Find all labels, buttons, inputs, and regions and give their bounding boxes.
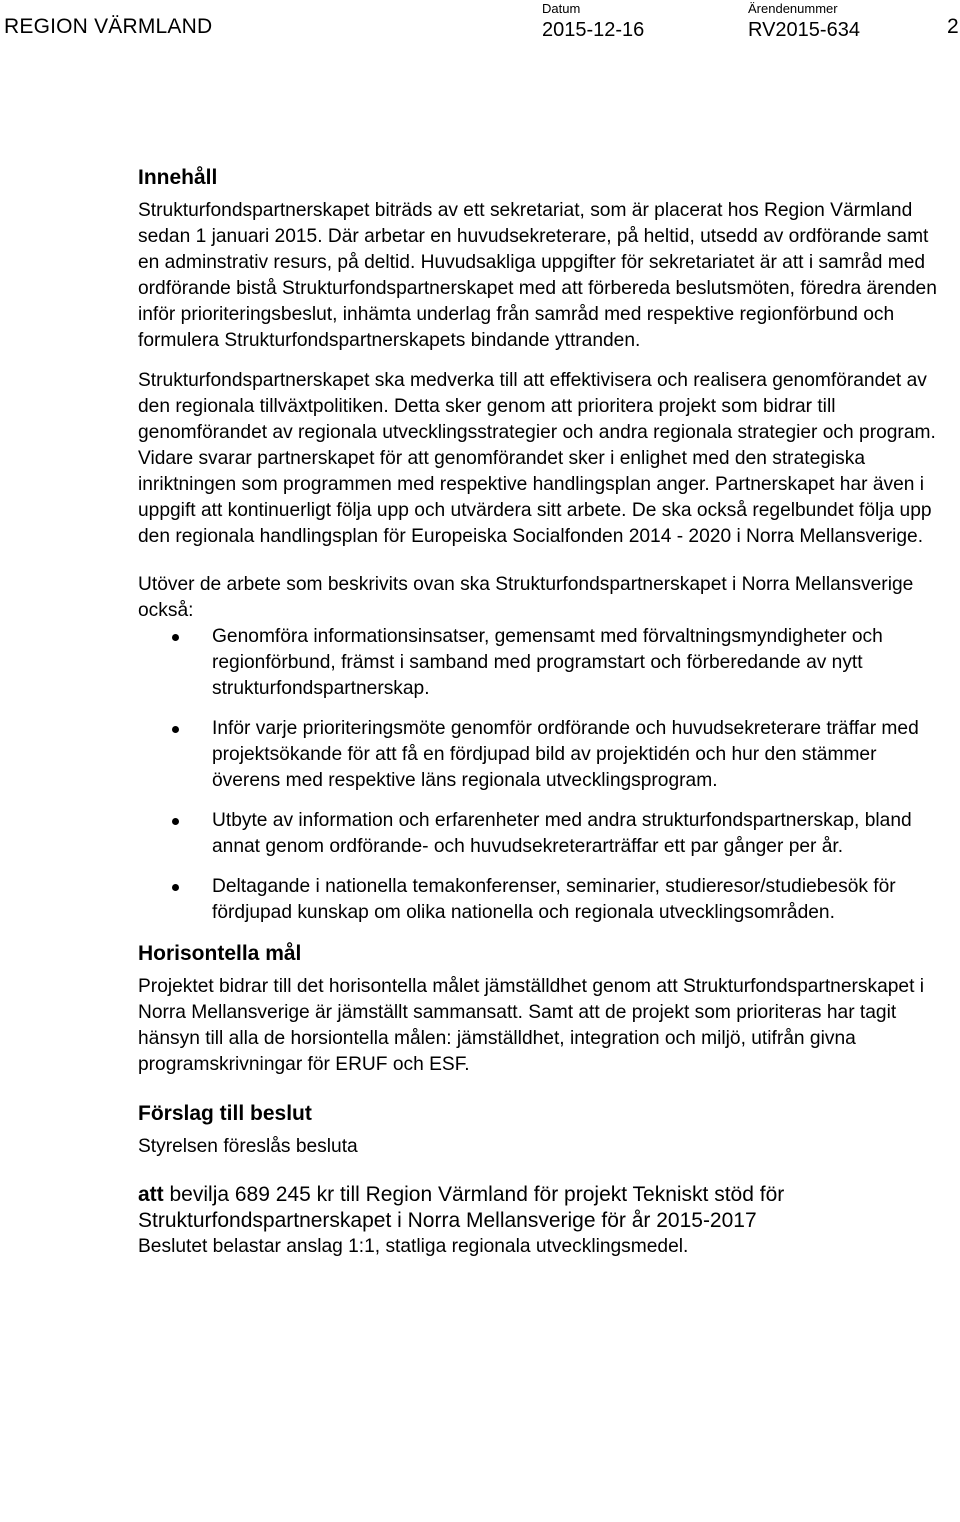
bullet-icon [172, 726, 179, 733]
date-label: Datum [542, 1, 581, 16]
page-number: 2 [947, 15, 959, 38]
document-body [138, 164, 938, 1260]
content-paragraph-2: Strukturfondspartnerskapet ska medverka till att effektivisera och realisera genomförandet av den regionala tillväxtpolitiken. Detta sker genom att prioritera projekt som bidrar till genomförandet av regionala utvecklingsstrategier och andra regionala strategier och program. Vidare svarar partnerskapet för att genomförandet sker i enlighet med den strategiska inriktningen som programmen med respektive handlingsplan anger. Partnerskapet har även i uppgift att kontinuerligt följa upp och utvärdera sitt arbete. De ska också regelbundet följa upp den regionala handlingsplan för Europeiska Socialfonden 2014 - 2020 i Norra Mellansverige. [138, 370, 936, 547]
decision-text: bevilja 689 245 kr till Region Värmland för projekt Tekniskt stöd för Strukturfondspartnerskapet i Norra Mellansverige för år 2015-2017 [138, 1183, 785, 1232]
list-item [138, 716, 938, 794]
task-list [138, 624, 938, 926]
organization-name: REGION VÄRMLAND [4, 15, 213, 38]
decision-paragraph [138, 1182, 938, 1234]
date-value: 2015-12-16 [542, 19, 645, 41]
decision-note: Beslutet belastar anslag 1:1, statliga regionala utvecklingsmedel. [138, 1236, 689, 1257]
list-item [138, 874, 938, 926]
bullet-icon [172, 884, 179, 891]
decision-keyword: att [138, 1183, 164, 1206]
proposal-intro: Styrelsen föreslås besluta [138, 1136, 358, 1157]
list-item [138, 808, 938, 860]
list-item-text: Utbyte av information och erfarenheter med andra strukturfondspartnerskap, bland annat genom ordförande- och huvudsekreterarträffar ett par gånger per år. [212, 810, 912, 857]
case-number-block [748, 1, 860, 43]
content-heading: Innehåll [138, 166, 218, 189]
content-paragraph-3: Utöver de arbete som beskrivits ovan ska Strukturfondspartnerskapet i Norra Mellansverige också: [138, 574, 914, 621]
document-header [0, 0, 960, 60]
list-item [138, 624, 938, 702]
list-item-text: Inför varje prioriteringsmöte genomför ordförande och huvudsekreterare träffar med projektsökande för att få en fördjupad bild av projektidén och hur den stämmer överens med respektive läns regionala utvecklingsprogram. [212, 718, 919, 791]
content-paragraph-1: Strukturfondspartnerskapet biträds av ett sekretariat, som är placerat hos Region Värmland sedan 1 januari 2015. Där arbetar en huvudsekreterare, på heltid, utsedd av ordförande samt en adminstrativ resurs, på deltid. Huvudsakliga uppgifter för sekretariatet är att i samråd med ordförande bistå Strukturfondspartnerskapet med att förbereda beslutsmöten, föredra ärenden inför prioriteringsbeslut, inhämta underlag från samråd med respektive regionförbund och formulera Strukturfondspartnerskapets bindande yttranden. [138, 200, 937, 351]
list-item-text: Genomföra informationsinsatser, gemensamt med förvaltningsmyndigheter och regionförbund, främst i samband med programstart och förberedande av nytt strukturfondspartnerskap. [212, 626, 883, 699]
date-block [542, 1, 644, 43]
bullet-icon [172, 634, 179, 641]
case-number-value: RV2015-634 [748, 19, 860, 41]
horizontal-goals-paragraph: Projektet bidrar till det horisontella målet jämställdhet genom att Strukturfondspartnerskapet i Norra Mellansverige är jämställt sammansatt. Samt att de projekt som prioriteras har tagit hänsyn till alla de horsiontella målen: jämställdhet, integration och miljö, utifrån givna programskrivningar för ERUF och ESF. [138, 976, 925, 1075]
proposal-heading: Förslag till beslut [138, 1102, 312, 1125]
list-item-text: Deltagande i nationella temakonferenser, seminarier, studieresor/studiebesök för fördjupad kunskap om olika nationella och regionala utvecklingsområden. [212, 876, 896, 923]
horizontal-goals-heading: Horisontella mål [138, 942, 302, 965]
bullet-icon [172, 818, 179, 825]
case-number-label: Ärendenummer [748, 1, 838, 16]
